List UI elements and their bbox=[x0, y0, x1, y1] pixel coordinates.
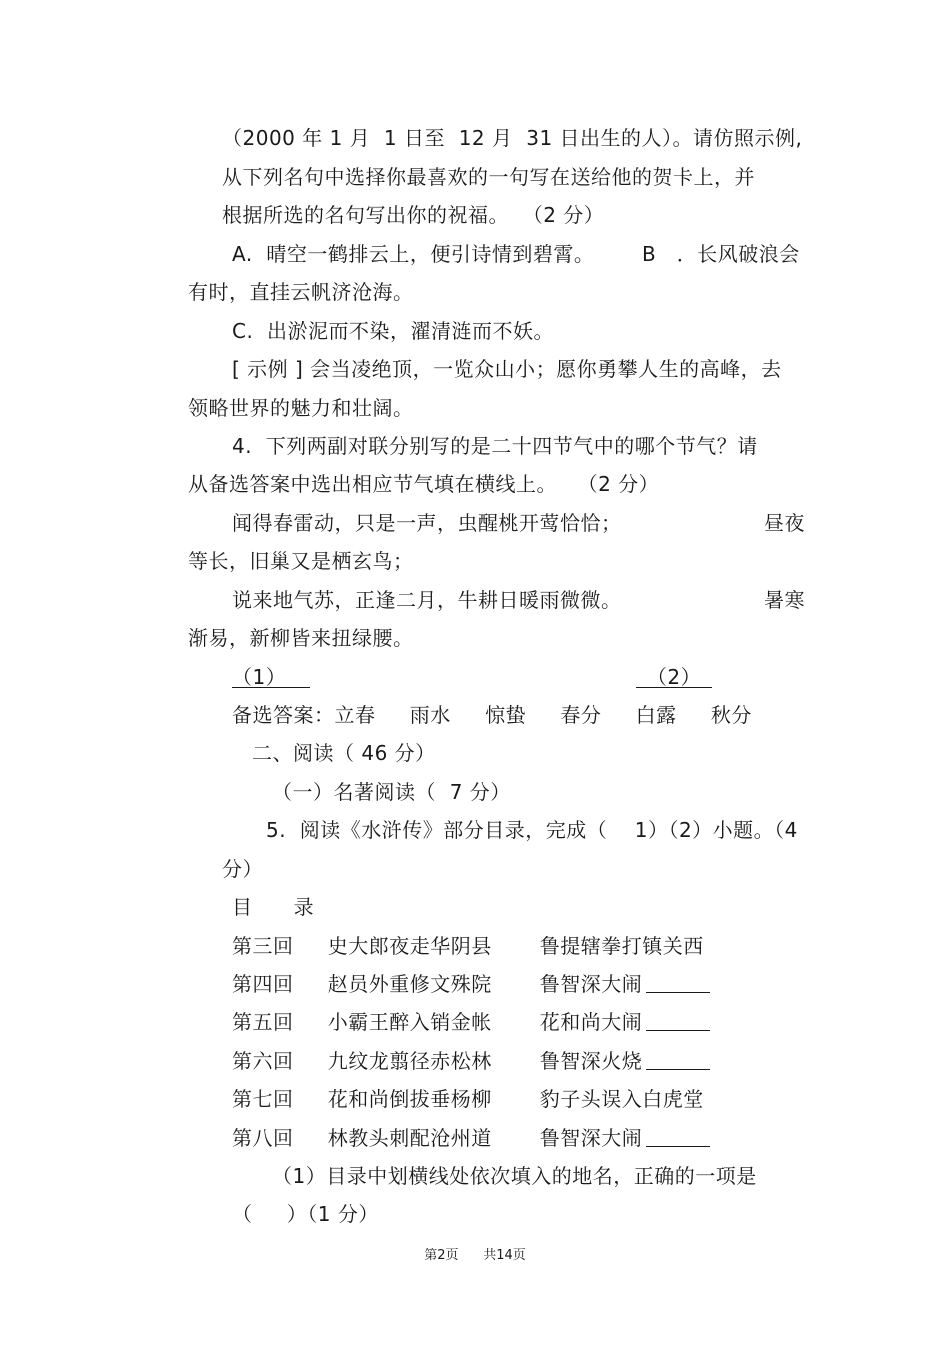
toc-blank bbox=[646, 974, 710, 993]
option-c: C. 出淤泥而不染，濯清涟而不妖。 bbox=[232, 319, 555, 343]
text-line: 从备选答案中选出相应节气填在横线上。 （2 分） bbox=[188, 472, 660, 496]
toc-row-text: 第五回 小霸王醉入销金帐 花和尚大闹 bbox=[232, 1010, 643, 1034]
couplet-2: 说来地气苏，正逢二月，牛耕日暖雨微微。 bbox=[232, 588, 622, 612]
toc-blank bbox=[646, 1128, 710, 1147]
text-line: 根据所选的名句写出你的祝福。 （2 分） bbox=[222, 203, 605, 227]
toc-row: 第三回 史大郎夜走华阴县 鲁提辖拳打镇关西 bbox=[232, 934, 704, 958]
toc-row-text: 第六回 九纹龙翦径赤松林 鲁智深火烧 bbox=[232, 1049, 643, 1073]
toc-row: 第七回 花和尚倒拔垂杨柳 豹子头误入白虎堂 bbox=[232, 1087, 704, 1111]
answer-blank-1-label: （1） bbox=[232, 665, 287, 689]
page-footer: 第2页 共14页 bbox=[424, 1248, 526, 1263]
toc-row bbox=[232, 1049, 710, 1073]
toc-row-text: 第八回 林教头刺配沧州道 鲁智深大闹 bbox=[232, 1126, 643, 1150]
question-4: 4. 下列两副对联分别写的是二十四节气中的哪个节气？请 bbox=[232, 434, 758, 458]
toc-row-text: 第四回 赵员外重修文殊院 鲁智深大闹 bbox=[232, 972, 643, 996]
text-line: 渐易，新柳皆来扭绿腰。 bbox=[188, 626, 414, 650]
toc-blank bbox=[646, 1012, 710, 1031]
text-line: 有时，直挂云帆济沧海。 bbox=[188, 280, 414, 304]
option-b: B ．长风破浪会 bbox=[642, 242, 800, 266]
toc-row bbox=[232, 1126, 710, 1150]
question-5: 5. 阅读《水浒传》部分目录，完成（ 1）（2）小题。（4 bbox=[266, 818, 798, 842]
toc-row bbox=[232, 972, 710, 996]
text-line: （2000 年 1 月 1 日至 12 月 31 日出生的人）。请仿照示例, bbox=[222, 126, 803, 150]
section-heading: 二、阅读（ 46 分） bbox=[252, 741, 436, 765]
answer-blank-2 bbox=[636, 665, 712, 688]
answer-blank-1 bbox=[232, 665, 310, 688]
toc-row bbox=[232, 1010, 710, 1034]
sub-question-1: （1）目录中划横线处依次填入的地名，正确的一项是 bbox=[272, 1164, 757, 1188]
answer-blank-2-label: （2） bbox=[646, 665, 702, 689]
toc-blank bbox=[646, 1051, 710, 1070]
subsection-heading: （一）名著阅读（ 7 分） bbox=[272, 780, 511, 804]
text-line: 领略世界的魅力和壮阔。 bbox=[188, 396, 414, 420]
answer-options: 备选答案：立春 雨水 惊蛰 春分 白露 秋分 bbox=[232, 703, 752, 727]
option-a: A. 晴空一鹤排云上，便引诗情到碧霄。 bbox=[232, 242, 595, 266]
text-line: 从下列名句中选择你最喜欢的一句写在送给他的贺卡上，并 bbox=[222, 165, 755, 189]
couplet-1-tail: 昼夜 bbox=[764, 511, 805, 535]
couplet-2-tail: 暑寒 bbox=[764, 588, 805, 612]
toc-title: 目 录 bbox=[232, 895, 315, 919]
couplet-1: 闻得春雷动，只是一声，虫醒桃开莺恰恰； bbox=[232, 511, 622, 535]
text-line: （ ）（1 分） bbox=[232, 1202, 379, 1226]
text-line: 等长，旧巢又是栖玄鸟； bbox=[188, 549, 414, 573]
text-line: 分） bbox=[222, 857, 263, 881]
example-line: [ 示例 ] 会当凌绝顶，一览众山小；愿你勇攀人生的高峰，去 bbox=[232, 357, 782, 381]
